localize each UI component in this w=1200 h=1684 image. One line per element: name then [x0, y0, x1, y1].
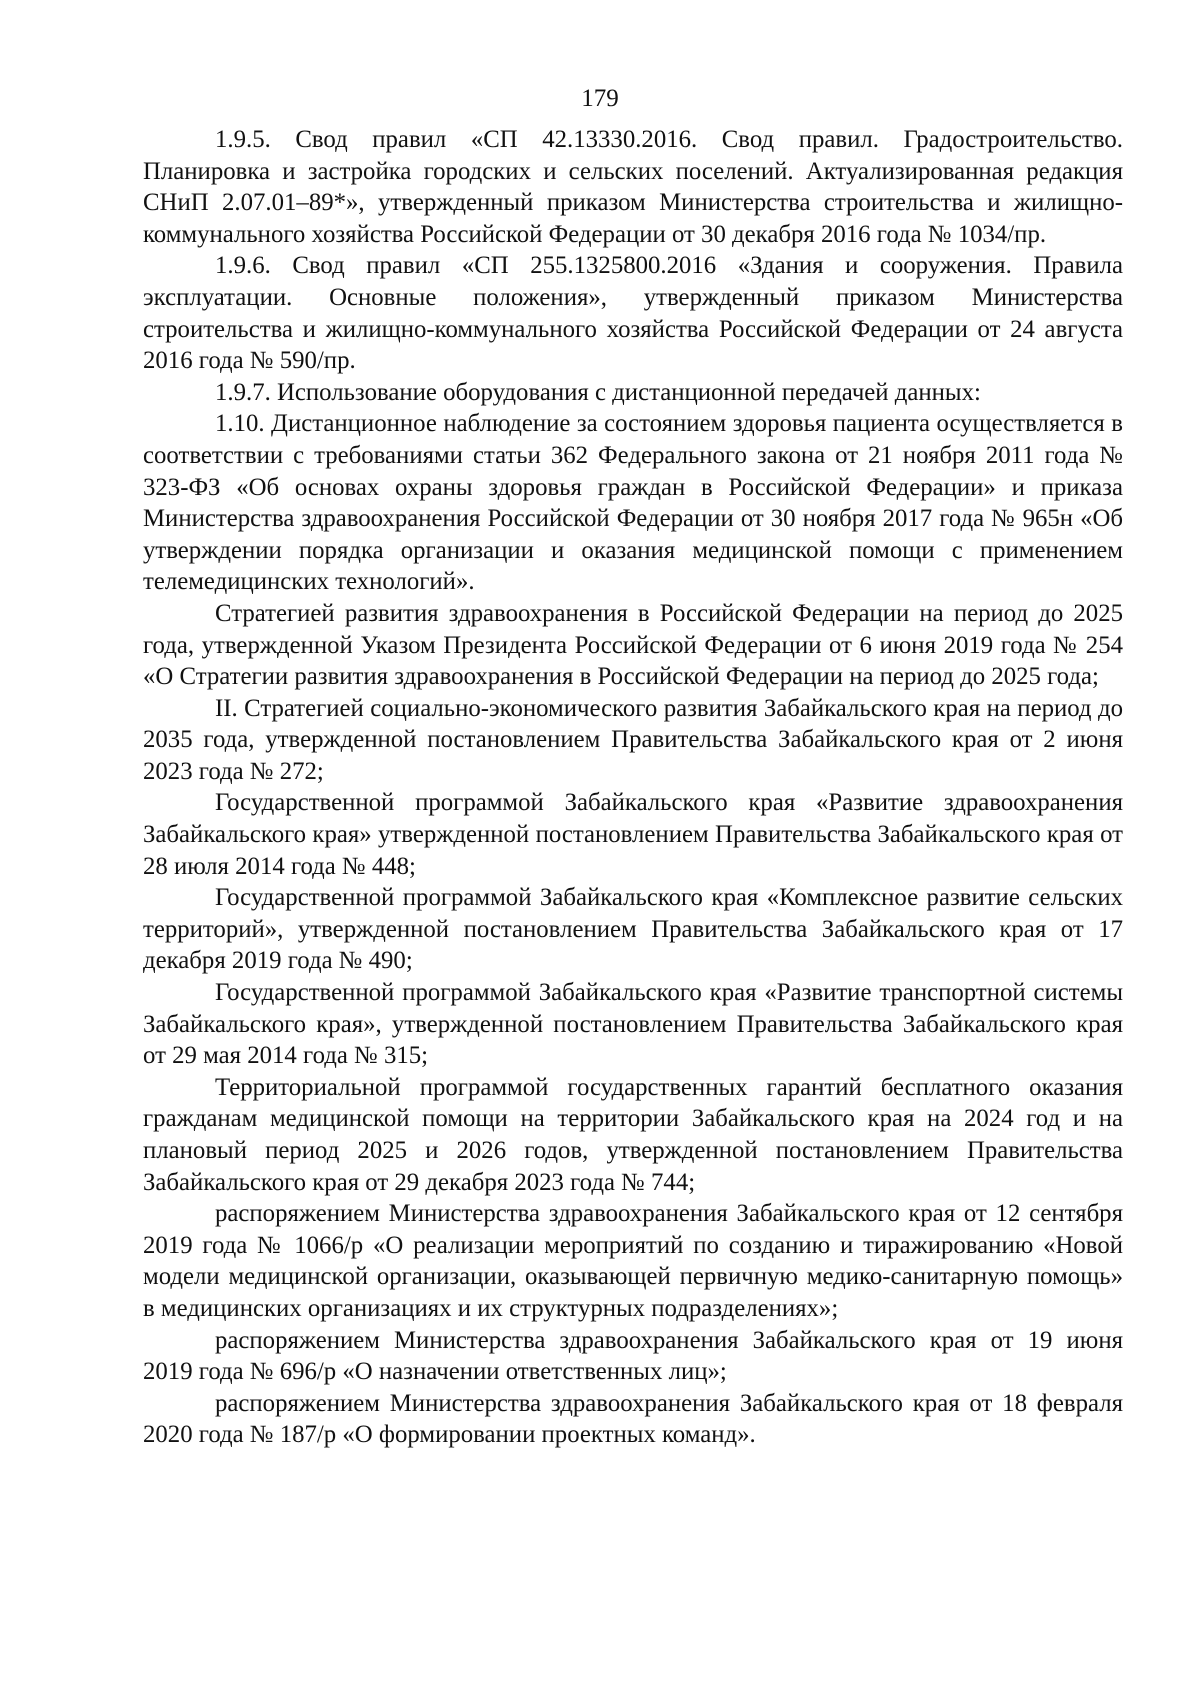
paragraph-program-rural: Государственной программой Забайкальского края «Комплексное развитие сельских территорий», утвержденной постановлением Правительства Забайкальского края от 17 декабря 2019 года № 490; — [143, 884, 1123, 975]
document-body — [143, 124, 1123, 1451]
paragraph-section-ii: II. Стратегией социально-экономического развития Забайкальского края на период до 2035 года, утвержденной постановлением Правительства Забайкальского края от 2 июня 2023 года № 272; — [143, 694, 1123, 785]
paragraph-order-1066: распоряжением Министерства здравоохранения Забайкальского края от 12 сентября 2019 года № 1066/р «О реализации мероприятий по созданию и тиражированию «Новой модели медицинской организации, оказывающей первичную медико-санитарную помощь» в медицинских организациях и их структурных подразделениях»; — [143, 1200, 1123, 1322]
paragraph-program-transport: Государственной программой Забайкальского края «Развитие транспортной системы Забайкальского края», утвержденной постановлением Правительства Забайкальского края от 29 мая 2014 года № 315; — [143, 979, 1123, 1070]
page-number: 179 — [581, 85, 619, 112]
paragraph-program-healthcare: Государственной программой Забайкальского края «Развитие здравоохранения Забайкальского края» утвержденной постановлением Правительства Забайкальского края от 28 июля 2014 года № 448; — [143, 789, 1123, 880]
paragraph-1-9-6: 1.9.6. Свод правил «СП 255.1325800.2016 «Здания и сооружения. Правила эксплуатации. Основные положения», утвержденный приказом Министерства строительства и жилищно-коммунального хозяйства Российской Федерации от 24 августа 2016 года № 590/пр. — [143, 252, 1123, 375]
paragraph-strategy-rf: Стратегией развития здравоохранения в Российской Федерации на период до 2025 года, утвержденной Указом Президента Российской Федерации от 6 июня 2019 года № 254 «О Стратегии развития здравоохранения в Российской Федерации на период до 2025 года; — [143, 599, 1123, 691]
paragraph-1-9-7: 1.9.7. Использование оборудования с дистанционной передачей данных: — [215, 378, 981, 406]
paragraph-order-696: распоряжением Министерства здравоохранения Забайкальского края от 19 июня 2019 года № 696/р «О назначении ответственных лиц»; — [143, 1326, 1123, 1386]
paragraph-1-9-5: 1.9.5. Свод правил «СП 42.13330.2016. Свод правил. Градостроительство. Планировка и застройка городских и сельских поселений. Актуализированная редакция СНиП 2.07.01–89*», утвержденный приказом Министерства строительства и жилищно-коммунального хозяйства Российской Федерации от 30 декабря 2016 года № 1034/пр. — [143, 126, 1123, 248]
paragraph-order-187: распоряжением Министерства здравоохранения Забайкальского края от 18 февраля 2020 года № 187/р «О формировании проектных команд». — [143, 1389, 1123, 1449]
paragraph-1-10: 1.10. Дистанционное наблюдение за состоянием здоровья пациента осуществляется в соответствии с требованиями статьи 362 Федерального закона от 21 ноября 2011 года № 323-ФЗ «Об основах охраны здоровья граждан в Российской Федерации» и приказа Министерства здравоохранения Российской Федерации от 30 ноября 2017 года № 965н «Об утверждении порядка организации и оказания медицинской помощи с применением телемедицинских технологий». — [143, 410, 1123, 596]
paragraph-territorial-program: Территориальной программой государственных гарантий бесплатного оказания гражданам медицинской помощи на территории Забайкальского края на 2024 год и на плановый период 2025 и 2026 годов, утвержденной постановлением Правительства Забайкальского края от 29 декабря 2023 года № 744; — [143, 1073, 1123, 1196]
